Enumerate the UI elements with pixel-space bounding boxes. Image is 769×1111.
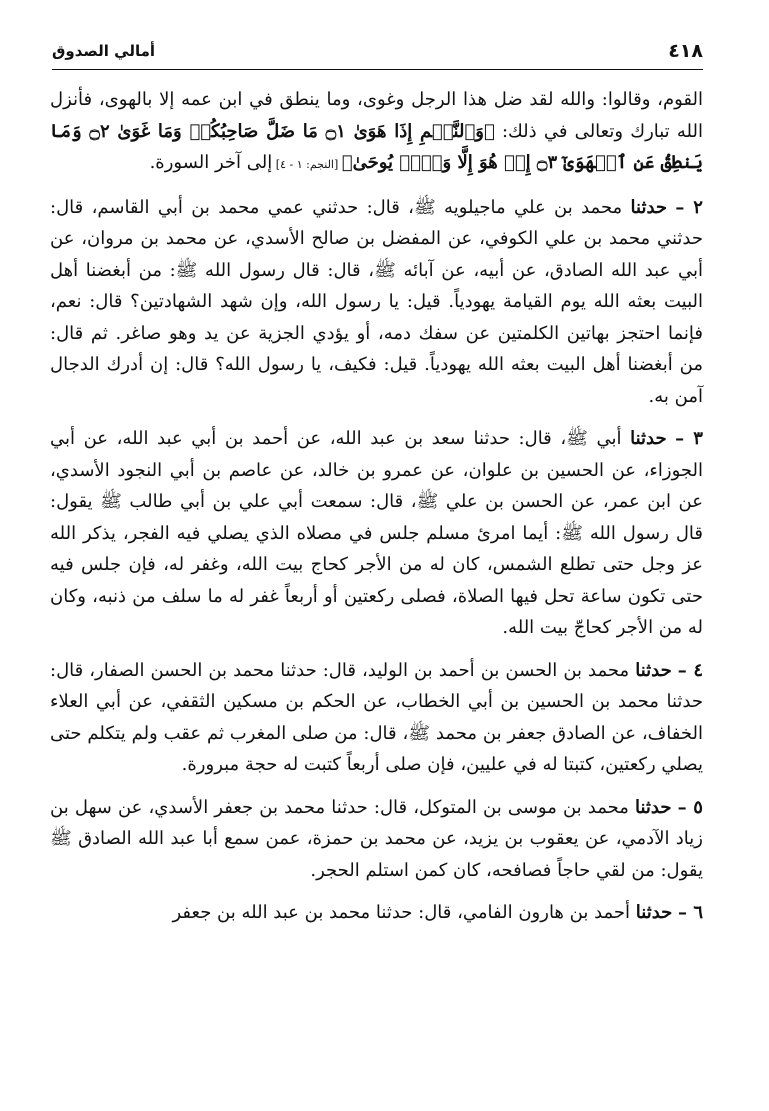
- hadith-text: محمد بن موسى بن المتوكل، قال: حدثنا محمد بن جعفر الأسدي، عن سهل بن زياد الآدمي، عن يعقوب بن يزيد، عن محمد بن حمزة، عمن سمع أبا عبد الله الصادق ﷺ يقول: من لقي حاجاً فصافحه، كان كمن استلم الحجر.: [50, 796, 703, 881]
- hadith-2: [50, 192, 703, 413]
- book-title: أمالي الصدوق: [52, 42, 156, 60]
- hadith-number: ٦ –: [678, 902, 703, 923]
- hadith-5: [50, 792, 703, 887]
- hadith-4: [50, 655, 703, 781]
- page-body: [50, 84, 703, 940]
- hadith-number: ٥ –: [677, 796, 703, 818]
- hadith-text: أبي ﷺ، قال: حدثنا سعد بن عبد الله، عن أحمد بن أبي عبد الله، عن أبي الجوزاء، عن الحسين بن علوان، عن عمرو بن خالد، عن عاصم بن أبي النجود الأسدي، عن ابن عمر، عن الحسن بن علي ﷺ، قال: سمعت أبي علي بن أبي طالب ﷺ يقول: قال رسول الله ﷺ: أيما امرئ مسلم جلس في مصلاه الذي يصلي فيه الفجر، يذكر الله عز وجل حتى تطلع الشمس، كان له من الأجر كحاج بيت الله، وغفر له، فإن جلس فيه حتى تكون ساعة تحل فيها الصلاة، فصلى ركعتين أو أربعاً غفر له ما سلف من ذنبه، وكان له من الأجر كحاجّ بيت الله.: [50, 428, 703, 638]
- hadith-lead: حدثنا: [635, 659, 672, 681]
- paragraph-text: القوم، وقالوا: والله لقد ضل هذا الرجل وغوى، وما ينطق في ابن عمه إلا بالهوى، فأنزل الله تبارك وتعالى في ذلك:: [50, 89, 703, 142]
- hadith-3: [50, 423, 703, 644]
- hadith-text: محمد بن الحسن بن أحمد بن الوليد، قال: حدثنا محمد بن الحسن الصفار، قال: حدثنا محمد بن الحسين بن أبي الخطاب، عن الحكم بن مسكين الثقفي، عن أبي العلاء الخفاف، عن الصادق جعفر بن محمد ﷺ، قال: من صلى المغرب ثم عقب ولم يتكلم حتى يصلي ركعتين، كتبتا له في عليين، فإن صلى أربعاً كتبت له حجة مبرورة.: [50, 659, 703, 775]
- hadith-lead: حدثنا: [630, 428, 667, 449]
- hadith-lead: حدثنا: [630, 196, 668, 218]
- paragraph-1: [50, 84, 703, 181]
- page-number: ٤١٨: [668, 40, 703, 62]
- paragraph-text: إلى آخر السورة.: [149, 152, 273, 173]
- header-rule: [52, 69, 703, 70]
- hadith-number: ٢ –: [675, 196, 703, 218]
- verse-reference: [النجم: ١ - ٤]: [272, 158, 342, 171]
- quran-verse: ﴿وَٱلنَّجۡمِ إِذَا هَوَىٰ ۝١ مَا ضَلَّ صَاحِبُكُمۡ وَمَا غَوَىٰ ۝٢ وَمَا يَنطِقُ عَنِ ٱلۡهَوَىٰٓ ۝٣ إِنۡ هُوَ إِلَّا وَحۡيٞ يُوحَىٰ﴾: [50, 120, 703, 173]
- hadith-lead: حدثنا: [635, 902, 673, 923]
- hadith-number: ٣ –: [675, 428, 703, 449]
- page-header: [52, 38, 703, 68]
- hadith-number: ٤ –: [677, 659, 703, 681]
- hadith-text: أحمد بن هارون الفامي، قال: حدثنا محمد بن عبد الله بن جعفر: [172, 902, 631, 923]
- hadith-lead: حدثنا: [635, 796, 672, 818]
- hadith-6: [50, 897, 703, 929]
- hadith-text: محمد بن علي ماجيلويه ﷺ، قال: حدثني عمي محمد بن أبي القاسم، قال: حدثني محمد بن علي الكوفي، عن المفضل بن صالح الأسدي، عن محمد بن مروان، عن أبي عبد الله الصادق، عن أبيه، عن آبائه ﷺ، قال: قال رسول الله ﷺ: من أبغضنا أهل البيت بعثه الله يوم القيامة يهودياً. قيل: يا رسول الله، وإن شهد الشهادتين؟ قال: نعم، فإنما احتجز بهاتين الكلمتين عن سفك دمه، أو يؤدي الجزية عن يد وهو صاغر. ثم قال: من أبغضنا أهل البيت بعثه الله يهودياً. قيل: فكيف، يا رسول الله؟ قال: إن أدرك الدجال آمن به.: [50, 196, 703, 407]
